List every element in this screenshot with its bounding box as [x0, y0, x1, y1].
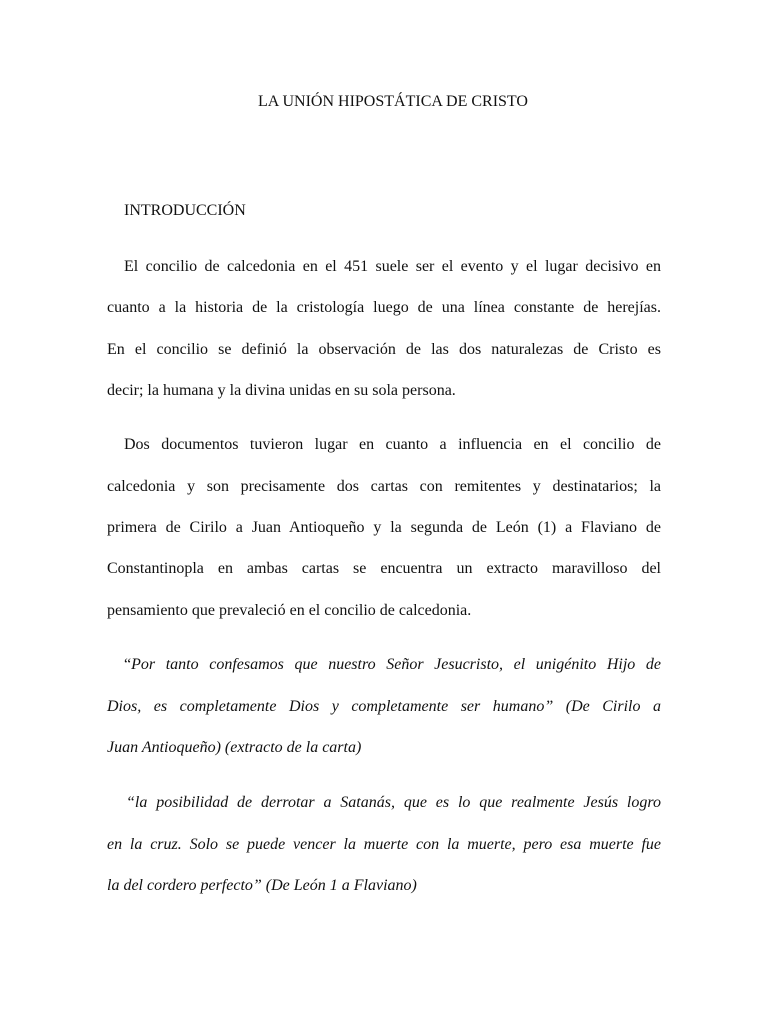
paragraph-line: calcedonia y son precisamente dos cartas con remitentes y destinatarios; la: [107, 478, 661, 495]
quote-line: la del cordero perfecto” (De León 1 a Flaviano): [107, 877, 417, 894]
paragraph-line: En el concilio se definió la observación de las dos naturalezas de Cristo es: [107, 341, 661, 358]
paragraph-line: decir; la humana y la divina unidas en su sola persona.: [107, 382, 456, 399]
quote-open-mark: “: [124, 656, 132, 673]
paragraph-line: primera de Cirilo a Juan Antioqueño y la segunda de León (1) a Flaviano de: [107, 519, 661, 536]
paragraph-line: Constantinopla en ambas cartas se encuentra un extracto maravilloso del: [107, 560, 661, 577]
document-title: LA UNIÓN HIPOSTÁTICA DE CRISTO: [258, 93, 528, 110]
quote-line: en la cruz. Solo se puede vencer la muerte con la muerte, pero esa muerte fue: [107, 836, 661, 853]
paragraph-line: Dos documentos tuvieron lugar en cuanto a influencia en el concilio de: [124, 436, 661, 453]
quote-line: “la posibilidad de derrotar a Satanás, que es lo que realmente Jesús logro: [126, 794, 661, 811]
quote-line: [124, 654, 661, 676]
paragraph-line: cuanto a la historia de la cristología luego de una línea constante de herejías.: [107, 299, 661, 316]
paragraph-line: pensamiento que prevaleció en el concilio de calcedonia.: [107, 602, 472, 619]
quote-line: Dios, es completamente Dios y completamente ser humano” (De Cirilo a: [107, 698, 661, 715]
quote-line: Juan Antioqueño) (extracto de la carta): [107, 739, 362, 756]
quote-text: Por tanto confesamos que nuestro Señor Jesucristo, el unigénito Hijo de: [131, 656, 661, 673]
section-heading: INTRODUCCIÓN: [124, 202, 246, 219]
paragraph-line: El concilio de calcedonia en el 451 suele ser el evento y el lugar decisivo en: [124, 258, 661, 275]
